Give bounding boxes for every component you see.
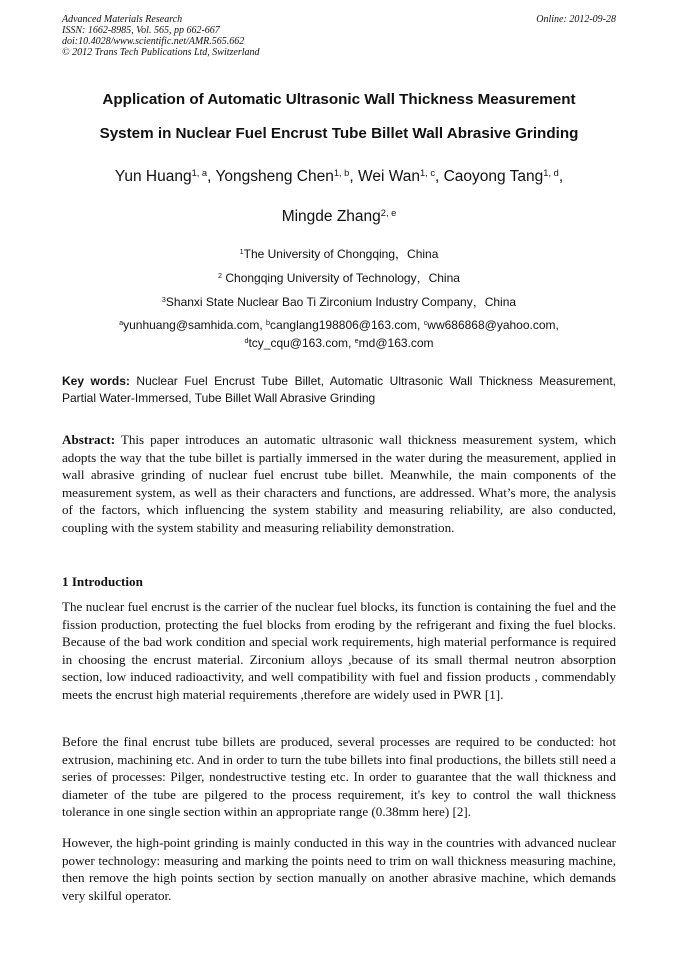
affiliation-text: Shanxi State Nuclear Bao Ti Zirconium Industry Company，China	[165, 295, 517, 309]
affiliation-sup: 1	[239, 247, 244, 257]
email-sup: d	[244, 336, 249, 346]
affiliation-1	[0, 245, 678, 262]
email-line-2	[0, 336, 678, 350]
author-sup: 1, a	[191, 167, 208, 178]
abstract-text: This paper introduces an automatic ultrasonic wall thickness measurement system, which adopts the way that the tube billet is partially immersed in the water during the measurement, applied in wall abrasive grinding of nuclear fuel encrust tube billet. Meanwhile, the main components of the measurement system, as well as their characters and functions, are addressed. What’s more, the analysis of the factors, which influencing the system stability and measuring reliability, are also conducted, coupling with the system stability and measuring reliability demonstration.	[62, 432, 616, 535]
keywords-text: Nuclear Fuel Encrust Tube Billet, Automatic Ultrasonic Wall Thickness Measurement, Partial Water-Immersed, Tube Billet Wall Abrasive Grinding	[62, 374, 616, 405]
abstract	[62, 431, 616, 537]
email-sup: c	[423, 318, 428, 328]
email-address: yunhuang@samhida.com,	[123, 318, 267, 332]
affiliation-text: The University of Chongqing，China	[243, 247, 439, 261]
online-date: Online: 2012-09-28	[536, 14, 616, 25]
author-name: Wei Wan	[357, 168, 420, 185]
section-heading: 1 Introduction	[62, 574, 143, 589]
author-list: Yun Huang$^{1, a}$, Yongsheng Chen$^{1, b}$, Wei Wan$^{1, c}$, Caoyong Tang$^{1, d}$,	[114, 167, 564, 185]
author-name: Yongsheng Chen	[215, 168, 334, 185]
email-sup: b	[266, 318, 271, 328]
affiliation-text: Chongqing University of Technology，China	[222, 271, 460, 285]
author-name: Yun Huang	[114, 168, 192, 185]
author-sup: 1, b	[333, 167, 350, 178]
author-name: Mingde Zhang	[281, 208, 381, 225]
author-list-line-2	[0, 208, 678, 226]
email-address: md@163.com	[358, 336, 434, 350]
intro-paragraph-2: Before the final encrust tube billets are produced, several processes are required to be conducted: hot extrusion, machining etc. And in order to turn the tube billets into final productions, the billets still need a series of processes: Pilger, nondestructive testing etc. In order to guarantee that the wall thickness and diameter of the tube are pilgered to the process requirement, it's key to control the wall thickness tolerance in one single section within an appropriate range (0.38mm here) [2].	[62, 734, 616, 820]
email-sup: a	[119, 318, 124, 328]
email-address: tcy_cqu@163.com,	[248, 336, 355, 350]
doi-line: doi:10.4028/www.scientific.net/AMR.565.662	[62, 36, 245, 47]
intro-paragraph-3: However, the high-point grinding is mainly conducted in this way in the countries with advanced nuclear power technology: measuring and marking the points need to trim on wall thickness measuring machine, then remove the high points section by section manually on another abrasive machine, which demands very skilful operator.	[62, 835, 616, 903]
journal-header	[62, 14, 616, 58]
issn-line: ISSN: 1662-8985, Vol. 565, pp 662-667	[62, 25, 220, 36]
title-line-1: Application of Automatic Ultrasonic Wall Thickness Measurement	[102, 91, 576, 108]
title-line-2: System in Nuclear Fuel Encrust Tube Billet Wall Abrasive Grinding	[99, 125, 579, 142]
abstract-label: Abstract:	[62, 432, 116, 447]
affiliation-sup: 2	[218, 271, 223, 281]
keywords-label: Key words:	[62, 374, 130, 388]
affiliation-3	[0, 293, 678, 310]
affiliation-2	[0, 269, 678, 286]
copyright-line: © 2012 Trans Tech Publications Ltd, Switzerland	[62, 47, 260, 58]
affiliation-sup: 3	[161, 295, 166, 305]
email-line-1	[0, 318, 678, 332]
author-sup: 2, e	[380, 207, 397, 218]
journal-name: Advanced Materials Research	[62, 14, 183, 25]
keywords	[62, 373, 616, 407]
email-address: canglang198806@163.com,	[270, 318, 424, 332]
email-address: ww686868@yahoo.com,	[427, 318, 559, 332]
author-sup: 1, d	[543, 167, 559, 178]
intro-paragraph-1: The nuclear fuel encrust is the carrier of the nuclear fuel blocks, its function is containing the fuel and the fission production, protecting the fuel blocks from eroding by the refrigerant and fixing the fuel blocks. Because of the bad work condition and special work requirements, high material performance is required in choosing the encrust material. Zirconium alloys ,because of its small thermal neutron absorption section, low induced radioactivity, and well compatibility with fuel and fission products , commendably meets the encrust high material requirements ,therefore are widely used in PWR [1].	[62, 599, 616, 702]
author-name: Caoyong Tang	[443, 168, 544, 185]
author-sup: 1, c	[419, 167, 435, 178]
email-sup: e	[354, 336, 359, 346]
